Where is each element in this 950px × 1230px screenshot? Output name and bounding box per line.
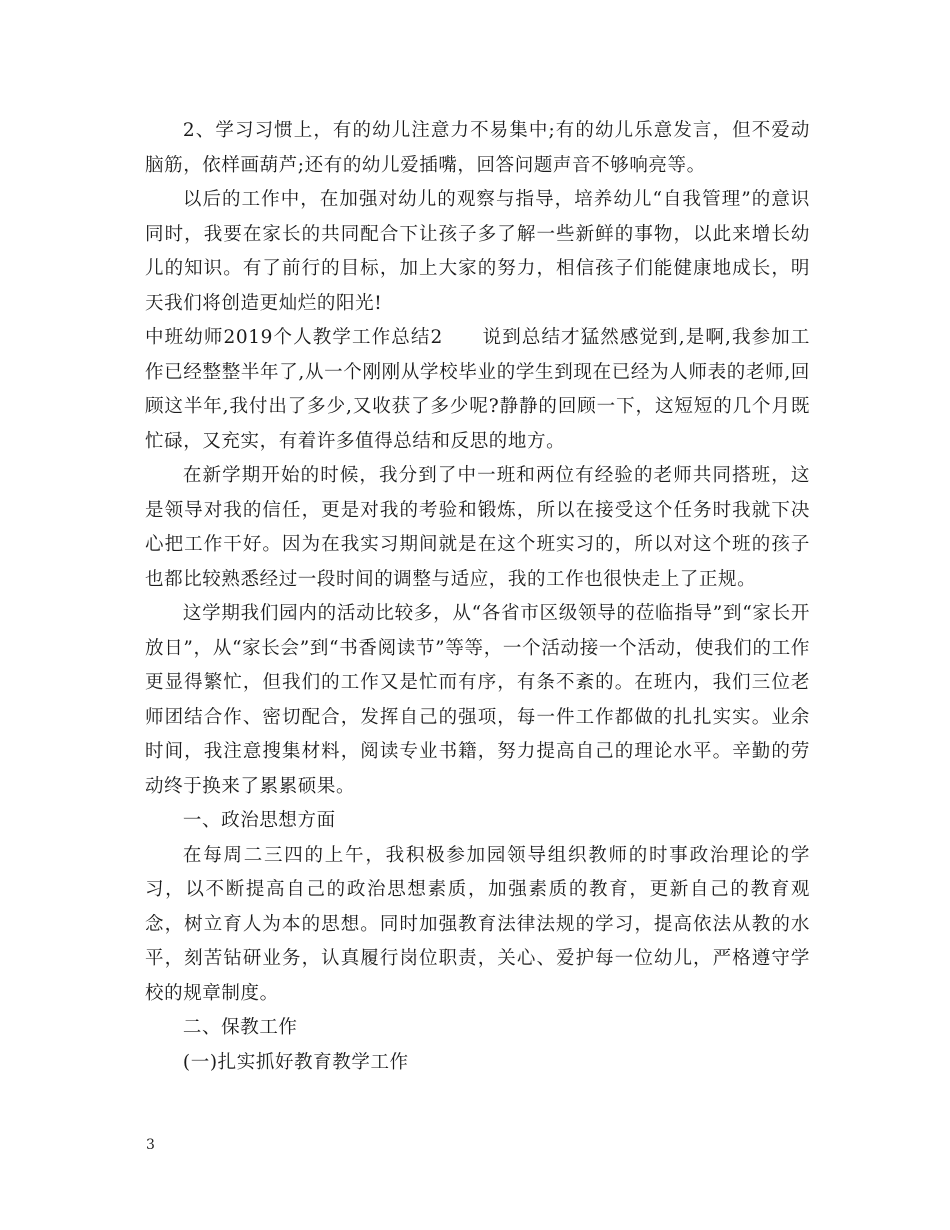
heading-political-thought: 一、政治思想方面 [182, 810, 336, 831]
paragraph-summary-title-intro: 中班幼师2019个人教学工作总结2 说到总结才猛然感觉到,是啊,我参加工作已经整整半年了,从一个刚刚从学校毕业的学生到现在已经为人师表的老师,回顾这半年,我付出了多少,又收获了多少呢?静静的回顾一下，这短短的几个月既忙碌，又充实，有着许多值得总结和反思的地方。 [145, 327, 810, 452]
paragraph-future-work: 以后的工作中，在加强对幼儿的观察与指导，培养幼儿“自我管理”的意识同时，我要在家长的共同配合下让孩子多了解一些新鲜的事物，以此来增长幼儿的知识。有了前行的目标，加上大家的努力，相信孩子们能健康地成长，明天我们将创造更灿烂的阳光! [145, 189, 810, 314]
paragraph-political-study: 在每周二三四的上午，我积极参加园领导组织教师的时事政治理论的学习，以不断提高自己的政治思想素质，加强素质的教育，更新自己的教育观念，树立育人为本的思想。同时加强教育法律法规的学习，提高依法从教的水平，刻苦钻研业务，认真履行岗位职责，关心、爱护每一位幼儿，严格遵守学校的规章制度。 [145, 844, 810, 1004]
heading-teaching-work: (一)扎实抓好教育教学工作 [182, 1051, 409, 1073]
paragraph-activities: 这学期我们园内的活动比较多，从“各省市区级领导的莅临指导”到“家长开放日”，从“家长会”到“书香阅读节”等等，一个活动接一个活动，使我们的工作更显得繁忙，但我们的工作又是忙而有序，有条不紊的。在班内，我们三位老师团结合作、密切配合，发挥自己的强项，每一件工作都做的扎扎实实。业余时间，我注意搜集材料，阅读专业书籍，努力提高自己的理论水平。辛勤的劳动终于换来了累累硕果。 [145, 603, 810, 797]
page-number: 3 [146, 1137, 155, 1153]
document-body [145, 114, 810, 1080]
paragraph-new-semester: 在新学期开始的时候，我分到了中一班和两位有经验的老师共同搭班，这是领导对我的信任，更是对我的考验和锻炼，所以在接受这个任务时我就下决心把工作干好。因为在我实习期间就是在这个班实习的，所以对这个班的孩子也都比较熟悉经过一段时间的调整与适应，我的工作也很快走上了正规。 [145, 465, 810, 590]
heading-care-education: 二、保教工作 [182, 1017, 298, 1038]
paragraph-learning-habits: 2、学习习惯上，有的幼儿注意力不易集中;有的幼儿乐意发言，但不爱动脑筋，依样画葫芦;还有的幼儿爱插嘴，回答问题声音不够响亮等。 [145, 120, 810, 176]
